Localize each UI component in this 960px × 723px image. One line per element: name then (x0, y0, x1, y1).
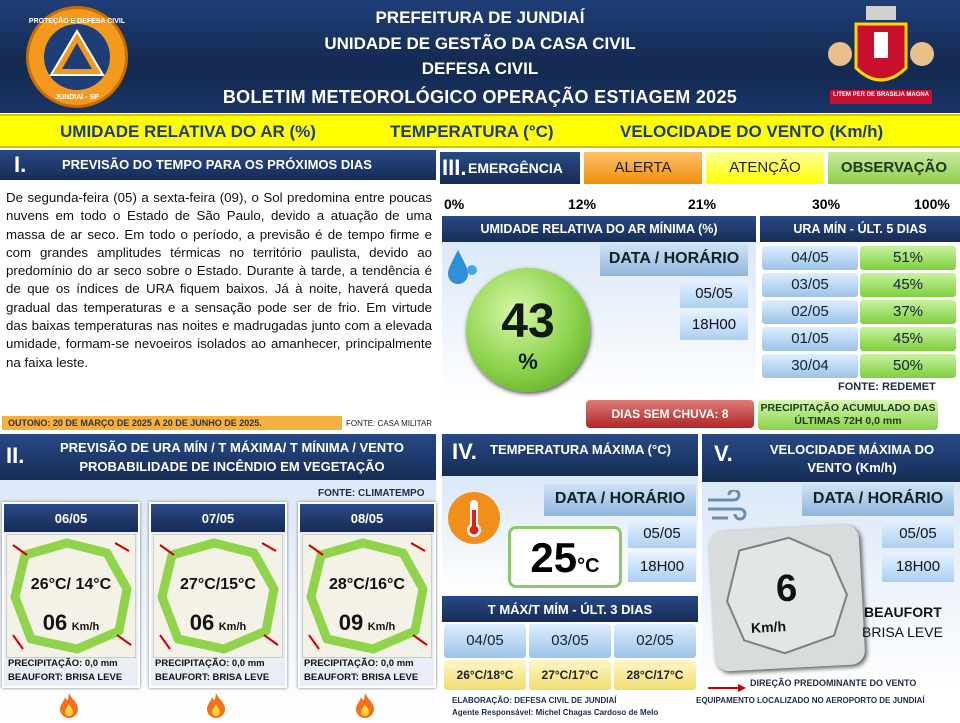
section2-roman: II. (6, 443, 25, 468)
header-line2: UNIDADE DE GESTÃO DA CASA CIVIL (324, 34, 636, 53)
thermometer-icon (448, 492, 500, 544)
forecast-day-wind: 06 (189, 610, 215, 635)
wind-time: 18H00 (882, 552, 954, 582)
section2-title-line2: PROBABILIDADE DE INCÊNDIO EM VEGETAÇÃO (79, 459, 385, 474)
wind-unit: Km/h (750, 618, 787, 636)
forecast-day-beaufort: BEAUFORT: BRISA LEVE (155, 672, 270, 683)
section4-roman: IV. (452, 439, 477, 464)
forecast-day-date: 08/05 (300, 504, 434, 532)
t3-value: 27°C/17°C (529, 660, 611, 690)
level-alerta: ALERTA (584, 152, 702, 184)
section4-title: TEMPERATURA MÁXIMA (°C) (490, 442, 671, 457)
footer-equipamento: EQUIPAMENTO LOCALIZADO NO AEROPORTO DE JUNDIAÍ (696, 696, 925, 705)
t3-date: 04/05 (444, 624, 526, 658)
dias-sem-chuva: DIAS SEM CHUVA: 8 (586, 400, 754, 428)
temp-date: 05/05 (628, 520, 696, 548)
scale-100: 100% (914, 196, 950, 212)
ura-time: 18H00 (680, 310, 748, 340)
ura5-value: 50% (860, 354, 956, 378)
forecast-day-wind-row (300, 610, 434, 636)
section1-source: FONTE: CASA MILITAR (346, 419, 433, 428)
section5-title: VELOCIDADE MÁXIMA DO VENTO (Km/h) (769, 442, 935, 475)
forecast-day-wind-row (4, 610, 138, 636)
defesa-civil-logo (26, 6, 128, 108)
footer-elaboracao: ELABORAÇÃO: DEFESA CIVIL DE JUNDIAÍ (452, 696, 617, 705)
ura-date: 05/05 (680, 280, 748, 308)
section5-roman: V. (714, 441, 733, 466)
coat-of-arms-logo (822, 4, 940, 110)
ura5-value: 45% (860, 273, 956, 297)
fire-icon (354, 692, 376, 718)
ura5-date: 01/05 (762, 327, 858, 351)
forecast-day-precip: PRECIPITAÇÃO: 0,0 mm (155, 658, 265, 669)
ura5-date: 30/04 (762, 354, 858, 378)
header-line3: DEFESA CIVIL (421, 59, 539, 78)
forecast-day-beaufort: BEAUFORT: BRISA LEVE (8, 672, 123, 683)
logo-bottom-text: JUNDIAÍ - SP (55, 94, 99, 101)
humidity-heading: UMIDADE RELATIVA DO AR (%) (60, 122, 316, 141)
forecast-day-wind-unit: Km/h (367, 621, 396, 633)
forecast-text: De segunda-feira (05) a sexta-feira (09), o Sol predomina entre poucas nuvens em todo o Estado de São Paulo, devido a atuação de uma massa de ar seco. Em todo o período, a previsão é de tempo firme e com grandes amplitudes térmicas no território paulista, devido ao predomínio do ar seco sobre o Estado. Durante à tarde, a tendência é de que os índices de URA fiquem baixos. Já à noite, haverá queda gradual das temperaturas e a sensação pode ser de frio. Em virtude das baixas temperaturas nas noites e madrugadas junto com a elevada umidade, formam-se nevoeiros isolados ao amanhecer, principalmente na faixa leste. (6, 190, 432, 370)
ura-title: UMIDADE RELATIVA DO AR MÍNIMA (%) (442, 216, 756, 242)
temp-time: 18H00 (628, 552, 696, 582)
logo-top-text: PROTEÇÃO E DEFESA CIVIL (29, 18, 125, 25)
forecast-day-wind: 06 (42, 610, 68, 635)
forecast-day-map (302, 534, 432, 658)
forecast-day-temp: 26°C/ 14°C (30, 576, 112, 593)
section1-roman: I. (14, 152, 27, 177)
ura5-date: 04/05 (762, 246, 858, 270)
header-line1: PREFEITURA DE JUNDIAÍ (375, 8, 585, 27)
beaufort-label: BEAUFORT (864, 604, 942, 620)
forecast-day-wind: 09 (338, 610, 364, 635)
forecast-day-card (2, 502, 140, 688)
ura-datetime-label-b: HORÁRIO (663, 250, 740, 267)
t3-date: 03/05 (529, 624, 611, 658)
forecast-day-wind-row (151, 610, 285, 636)
scale-21: 21% (688, 196, 717, 212)
scale-0: 0% (444, 196, 465, 212)
section2-source: FONTE: CLIMATEMPO (318, 488, 425, 499)
forecast-day-date: 06/05 (4, 504, 138, 532)
ura-datetime-label-a: DATA / (608, 250, 664, 267)
wind-datetime-label: DATA / HORÁRIO (802, 484, 954, 516)
ura5-title: URA MÍN - ÚLT. 5 DIAS (760, 216, 960, 242)
bulletin-title: BOLETIM METEOROLÓGICO OPERAÇÃO ESTIAGEM 2025 (222, 87, 738, 107)
ura-value: 43 (501, 295, 555, 348)
t3-value: 26°C/18°C (444, 660, 526, 690)
ura-unit: % (518, 349, 538, 374)
forecast-day-precip: PRECIPITAÇÃO: 0,0 mm (8, 658, 118, 669)
ura5-value: 37% (860, 300, 956, 324)
ura5-date: 03/05 (762, 273, 858, 297)
temperature-heading: TEMPERATURA (°C) (390, 122, 554, 141)
section3-source: FONTE: REDEMET (838, 381, 936, 393)
forecast-day-temp: 28°C/16°C (329, 576, 405, 593)
level-emergencia (440, 152, 580, 184)
section2-header (0, 434, 436, 480)
variables-bar (0, 114, 960, 148)
t3-title: T MÁX/T MÍM - ÚLT. 3 DIAS (442, 596, 698, 622)
beaufort-value: BRISA LEVE (862, 624, 943, 640)
section5-header (702, 434, 960, 482)
temp-unit: °C (577, 555, 600, 577)
scale-12: 12% (568, 196, 597, 212)
wind-direction-label: DIREÇÃO PREDOMINANTE DO VENTO (750, 678, 917, 688)
forecast-day-temp: 27°C/15°C (180, 576, 256, 593)
water-drop-icon (444, 246, 480, 288)
section4-header (442, 434, 698, 476)
forecast-day-wind-unit: Km/h (218, 621, 247, 633)
forecast-day-map (153, 534, 283, 658)
scale-30: 30% (812, 196, 841, 212)
ura5-value: 45% (860, 327, 956, 351)
section1-title: PREVISÃO DO TEMPO PARA OS PRÓXIMOS DIAS (62, 157, 372, 172)
wind-icon (704, 490, 748, 528)
precipitacao-acumulado: PRECIPITAÇÃO ACUMULADO DAS ÚLTIMAS 72H 0,0 mm (758, 400, 938, 430)
forecast-day-beaufort: BEAUFORT: BRISA LEVE (304, 672, 419, 683)
section3-roman: III. (442, 155, 467, 180)
temp-value: 25 (530, 534, 578, 581)
temp-datetime-label: DATA / HORÁRIO (544, 484, 696, 516)
forecast-day-card (149, 502, 287, 688)
forecast-day-map (6, 534, 136, 658)
ura-datetime-label (600, 244, 748, 276)
temp-value-box (508, 526, 622, 588)
ura5-value: 51% (860, 246, 956, 270)
wind-value: 6 (774, 567, 799, 611)
t3-date: 02/05 (614, 624, 696, 658)
jundiai-map-icon (708, 524, 865, 672)
level-atencao: ATENÇÃO (706, 152, 824, 184)
level-emergencia-label: EMERGÊNCIA (468, 160, 563, 176)
footer-agente: Agente Responsável: Michel Chagas Cardoso de Melo (452, 708, 659, 717)
fire-icon (205, 692, 227, 718)
header-banner (0, 0, 960, 113)
section2-title-line1: PREVISÃO DE URA MÍN / T MÁXIMA/ T MÍNIMA / VENTO (59, 440, 405, 455)
wind-direction-arrow-icon (706, 679, 746, 687)
ura-value-circle (466, 268, 590, 392)
season-label: OUTONO: 20 DE MARÇO DE 2025 A 20 DE JUNHO DE 2025. (2, 416, 342, 430)
wind-heading: VELOCIDADE DO VENTO (Km/h) (620, 122, 884, 141)
wind-date: 05/05 (882, 520, 954, 548)
forecast-day-wind-unit: Km/h (71, 621, 100, 633)
coat-ribbon-text: LITEM PER DE BRASILIA MAGNA (832, 92, 930, 98)
level-observacao: OBSERVAÇÃO (828, 152, 960, 184)
ura5-date: 02/05 (762, 300, 858, 324)
t3-value: 28°C/17°C (614, 660, 696, 690)
fire-icon (58, 692, 80, 718)
section1-header (0, 150, 436, 180)
forecast-day-precip: PRECIPITAÇÃO: 0,0 mm (304, 658, 414, 669)
forecast-day-card (298, 502, 436, 688)
forecast-day-date: 07/05 (151, 504, 285, 532)
